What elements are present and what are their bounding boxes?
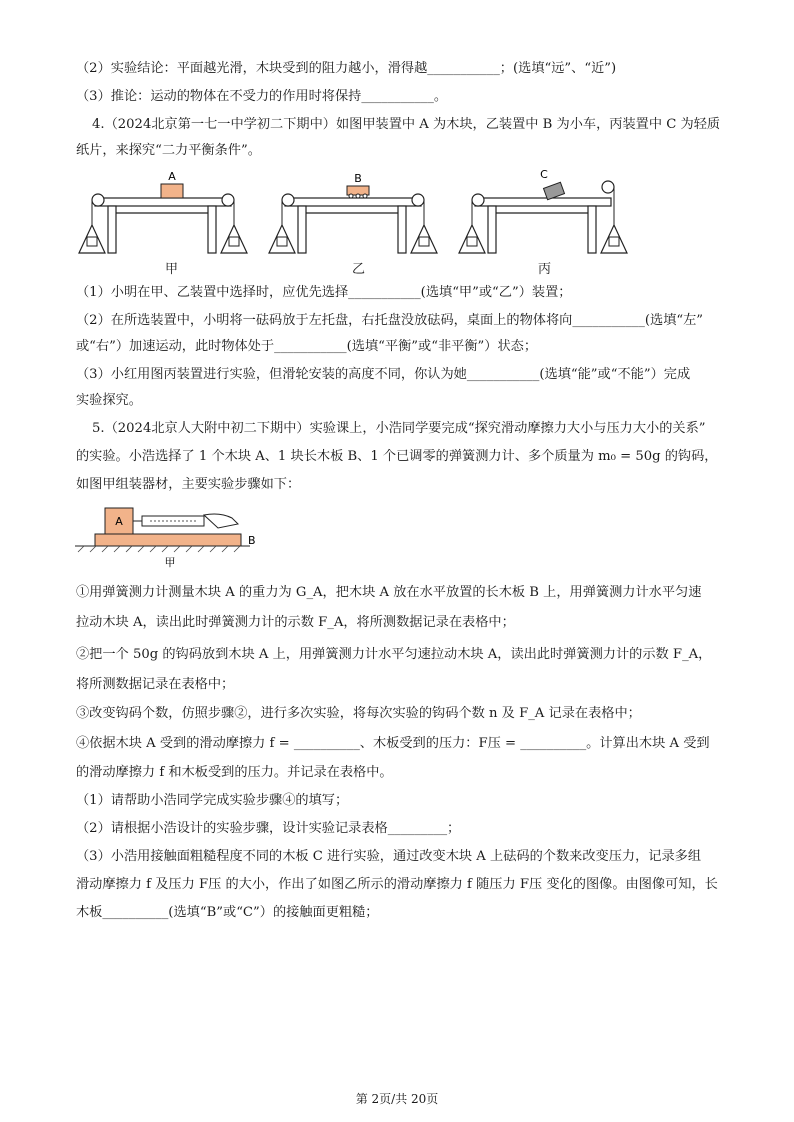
page-footer: 第 2页/共 20页: [355, 1092, 439, 1106]
caption-yi: 乙: [352, 262, 366, 277]
setup-jia: [79, 170, 247, 253]
board-b-label: B: [248, 534, 256, 547]
label-paper-c: C: [540, 168, 548, 181]
setup-yi: [269, 172, 437, 253]
q4-intro-line1: 4.（2024北京第一七一中学初二下期中）如图甲装置中 A 为木块，乙装置中 B 为小车，丙装置中 C 为轻质: [92, 117, 721, 132]
block-a-label: A: [115, 515, 123, 528]
fig5-caption: 甲: [164, 556, 176, 569]
step4-line1: ④依据木块 A 受到的滑动摩擦力 f = __________、木板受到的压力：F压 = __________。计算出木块 A 受到: [76, 736, 710, 751]
q5-intro-line1: 5.（2024北京人大附中初二下期中）实验课上，小浩同学要完成“探究滑动摩擦力大小与压力大小的关系”: [92, 421, 706, 436]
q4-part2-line1: （2）在所选装置中，小明将一砝码放于左托盘，右托盘没放砝码，桌面上的物体将向___________(选填“左”: [76, 313, 704, 328]
label-cart-b: B: [354, 172, 362, 185]
caption-bing: 丙: [538, 262, 552, 277]
caption-jia: 甲: [165, 262, 179, 277]
q5-part3-line2: 滑动摩擦力 f 及压力 F压 的大小，作出了如图乙所示的滑动摩擦力 f 随压力 F压 变化的图像。由图像可知，长: [76, 877, 718, 892]
hand-icon: [204, 514, 238, 528]
q4-part2-line2: 或“右”）加速运动，此时物体处于___________(选填“平衡”或“非平衡”）状态；: [76, 339, 537, 354]
board-b: [95, 534, 241, 546]
step1-line1: ①用弹簧测力计测量木块 A 的重力为 G_A，把木块 A 放在水平放置的长木板 B 上，用弹簧测力计水平匀速: [76, 585, 702, 600]
q4-part1: （1）小明在甲、乙装置中选择时，应优先选择___________(选填“甲”或“乙”）装置；: [76, 285, 572, 300]
q5-part3-line3: 木板__________(选填“B”或“C”）的接触面更粗糙；: [76, 905, 379, 920]
q5-part1: （1）请帮助小浩同学完成实验步骤④的填写；: [76, 793, 349, 808]
friction-apparatus-figure: [70, 500, 270, 570]
q3-part3: （3）推论：运动的物体在不受力的作用时将保持___________。: [76, 89, 448, 104]
q5-part3-line1: （3）小浩用接触面粗糙程度不同的木板 C 进行实验，通过改变木块 A 上砝码的个数来改变压力，记录多组: [76, 849, 702, 864]
q4-part3-line2: 实验探究。: [76, 393, 142, 408]
q4-part3-line1: （3）小红用图丙装置进行实验，但滑轮安装的高度不同，你认为她___________(选填“能”或“不能”）完成: [76, 367, 691, 382]
step1-line2: 拉动木块 A，读出此时弹簧测力计的示数 F_A，将所测数据记录在表格中；: [76, 615, 515, 630]
step2-line1: ②把一个 50g 的钩码放到木块 A 上，用弹簧测力计水平匀速拉动木块 A，读出此时弹簧测力计的示数 F_A，: [76, 647, 712, 662]
q4-intro-line2: 纸片，来探究“二力平衡条件”。: [76, 143, 261, 158]
step3: ③改变钩码个数，仿照步骤②，进行多次实验，将每次实验的钩码个数 n 及 F_A 记录在表格中；: [76, 706, 641, 721]
q3-part2: （2）实验结论：平面越光滑，木块受到的阻力越小，滑得越___________；(选填“远”、“近”): [76, 61, 617, 76]
q5-intro-line2: 的实验。小浩选择了 1 个木块 A、1 块长木板 B、1 个已调零的弹簧测力计、多个质量为 m₀ = 50g 的钩码，: [76, 449, 718, 464]
setup-bing: [459, 168, 627, 253]
q5-part2: （2）请根据小浩设计的实验步骤，设计实验记录表格_________；: [76, 821, 461, 836]
step2-line2: 将所测数据记录在表格中；: [76, 677, 235, 692]
label-block-a: A: [168, 170, 176, 183]
step4-line2: 的滑动摩擦力 f 和木板受到的压力。并记录在表格中。: [76, 765, 393, 780]
q5-intro-line3: 如图甲组装器材，主要实验步骤如下：: [76, 477, 301, 492]
